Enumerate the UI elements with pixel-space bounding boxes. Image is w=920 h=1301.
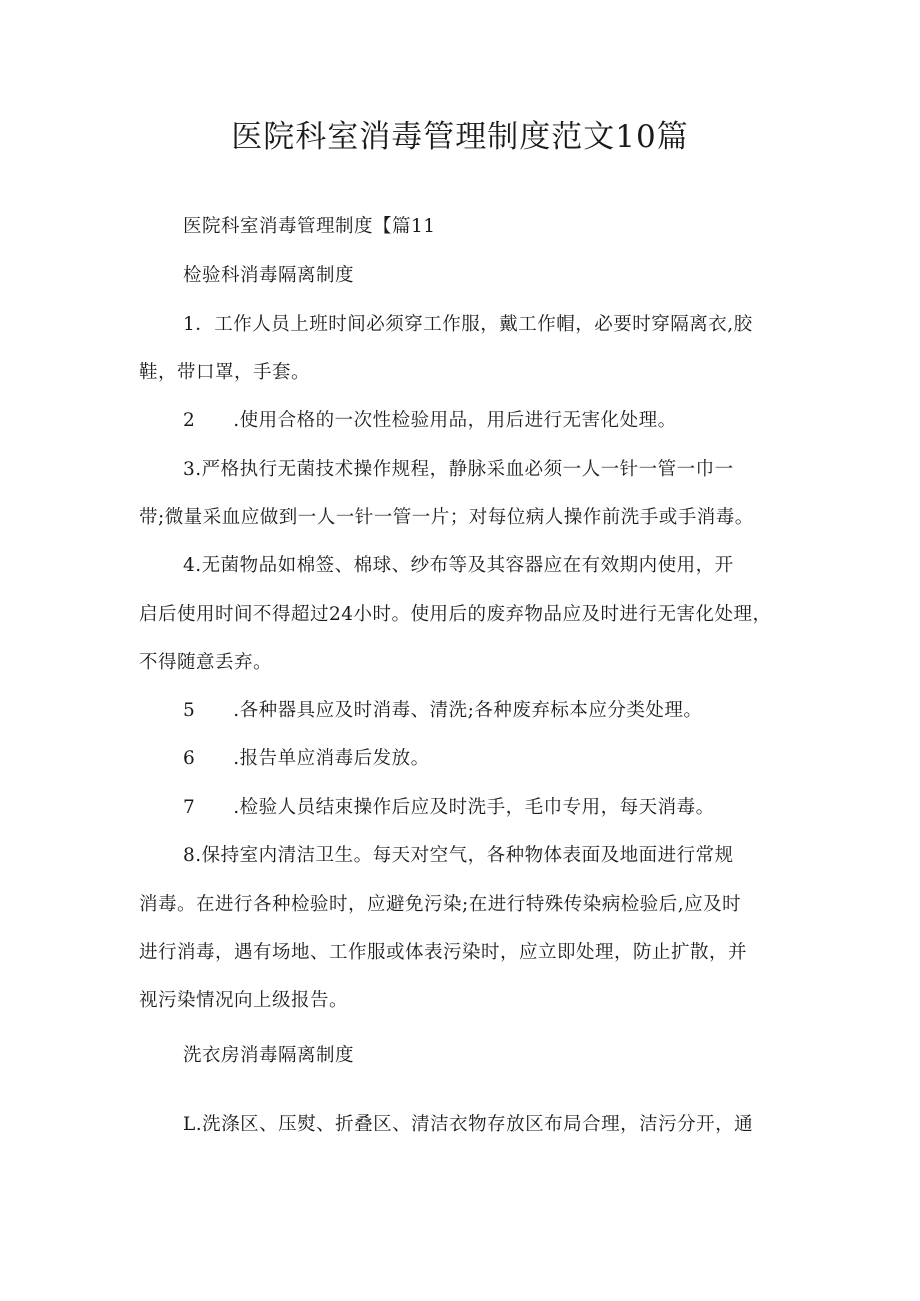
list-item-6 [183, 744, 430, 774]
list-item-1-cont: 鞋，带口罩，手套。 [139, 362, 311, 383]
list-item-8-cont: 进行消毒，遇有场地、工作服或体表污染时，应立即处理，防止扩散，并 [139, 942, 748, 963]
item-number: 8 [183, 845, 196, 866]
document-title: 医院科室消毒管理制度范文10篇 [231, 119, 689, 155]
list-item-8-cont: 视污染情况向上级报告。 [139, 990, 349, 1011]
item-text: .检验人员结束操作后应及时洗手，毛巾专用，每天消毒。 [233, 797, 715, 818]
list-item-7 [183, 793, 715, 823]
list-item-4-cont: 不得随意丢弃。 [139, 652, 273, 673]
item-number: 6 [183, 748, 196, 769]
list-item-5 [183, 696, 702, 726]
item-text: .各种器具应及时消毒、清洗;各种废弃标本应分类处理。 [233, 700, 703, 721]
item-text: .严格执行无菌技术操作规程，静脉采血必须一人一针一管一巾一 [195, 459, 734, 480]
subheading-laundry: 洗衣房消毒隔离制度 [183, 1045, 355, 1066]
list-item-1 [183, 310, 753, 340]
item-number: 3 [183, 459, 196, 480]
list-item-8 [183, 841, 734, 871]
item-text: ．工作人员上班时间必须穿工作服，戴工作帽，必要时穿隔离衣,胶 [195, 314, 753, 335]
laundry-item-1: L.洗涤区、压熨、折叠区、清洁衣物存放区布局合理，洁污分开，通 [183, 1114, 754, 1135]
list-item-3 [183, 455, 734, 485]
item-text: .保持室内清洁卫生。每天对空气，各种物体表面及地面进行常规 [195, 845, 734, 866]
list-item-4-cont: 启后使用时间不得超过24小时。使用后的废弃物品应及时进行无害化处理， [139, 604, 772, 625]
list-item-3-cont: 带;微量采血应做到一人一针一管一片；对每位病人操作前洗手或手消毒。 [139, 507, 754, 528]
list-item-4 [183, 551, 734, 581]
item-text: .报告单应消毒后发放。 [233, 748, 430, 769]
item-number: 2 [183, 410, 196, 431]
item-number: 4 [183, 555, 196, 576]
item-text: .使用合格的一次性检验用品，用后进行无害化处理。 [233, 410, 677, 431]
item-text: .无菌物品如棉签、棉球、纱布等及其容器应在有效期内使用，开 [195, 555, 734, 576]
list-item-2 [183, 406, 677, 436]
section-heading: 医院科室消毒管理制度【篇11 [183, 216, 436, 237]
subheading-lab: 检验科消毒隔离制度 [183, 265, 355, 286]
item-number: 5 [183, 700, 196, 721]
item-number: 7 [183, 797, 196, 818]
list-item-8-cont: 消毒。在进行各种检验时，应避免污染;在进行特殊传染病检验后,应及时 [139, 894, 742, 915]
item-number: 1 [183, 314, 196, 335]
